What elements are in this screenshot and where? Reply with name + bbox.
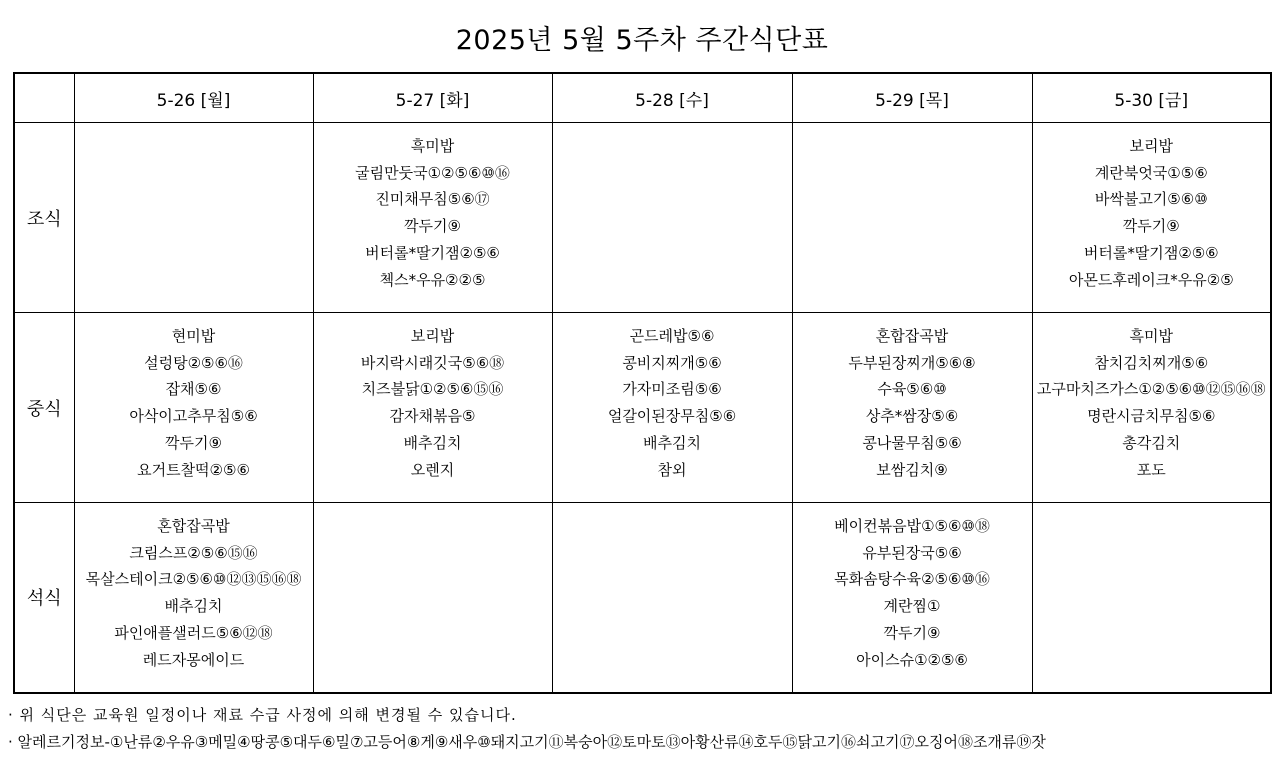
menu-cell xyxy=(313,503,552,693)
menu-item-list xyxy=(793,503,1032,673)
menu-item-list xyxy=(553,313,792,483)
menu-cell xyxy=(74,313,313,503)
menu-item: 설렁탕②⑤⑥⑯ xyxy=(144,353,243,372)
menu-item: 치즈불닭①②⑤⑥⑮⑯ xyxy=(361,380,504,399)
change-notice: · 위 식단은 교육원 일정이나 재료 수급 사정에 의해 변경될 수 있습니다. xyxy=(8,706,517,724)
menu-item-list xyxy=(553,503,792,513)
menu-item: 진미채무침⑤⑥⑰ xyxy=(375,190,490,209)
menu-cell xyxy=(552,313,792,503)
menu-cell xyxy=(1032,123,1271,313)
day-header: 5-29 [목] xyxy=(792,73,1032,123)
menu-item-list xyxy=(793,123,1032,133)
menu-item: 요거트찰떡②⑤⑥ xyxy=(137,460,250,479)
allergy-info: · 알레르기정보-①난류②우유③메밀④땅콩⑤대두⑥밀⑦고등어⑧게⑨새우⑩돼지고기⑪복숭아⑫토마토⑬아황산류⑭호두⑮닭고기⑯쇠고기⑰오징어⑱조개류⑲잣 xyxy=(8,733,1046,751)
menu-item: 수육⑤⑥⑩ xyxy=(877,380,947,399)
menu-item-list xyxy=(1033,313,1271,483)
menu-item: 잡채⑤⑥ xyxy=(165,380,222,399)
menu-cell xyxy=(74,503,313,693)
menu-item: 레드자몽에이드 xyxy=(142,650,245,669)
menu-item-list xyxy=(75,313,313,483)
day-header: 5-26 [월] xyxy=(74,73,313,123)
day-header: 5-30 [금] xyxy=(1032,73,1271,123)
menu-item-list xyxy=(553,123,792,133)
header-row xyxy=(14,73,1271,123)
menu-item: 아삭이고추무침⑤⑥ xyxy=(129,407,258,426)
menu-item: 굴림만둣국①②⑤⑥⑩⑯ xyxy=(355,163,510,182)
dinner-row xyxy=(14,503,1271,693)
menu-item: 보리밥 xyxy=(1129,137,1173,155)
menu-item: 계란북엇국①⑤⑥ xyxy=(1094,163,1208,182)
menu-cell xyxy=(313,123,552,313)
menu-item: 감자채볶음⑤ xyxy=(389,407,476,426)
menu-item: 현미밥 xyxy=(171,327,216,345)
notes xyxy=(8,702,1046,756)
breakfast-row xyxy=(14,123,1271,313)
menu-item: 배추김치 xyxy=(164,597,223,616)
menu-item-list xyxy=(314,313,552,483)
menu-item: 보리밥 xyxy=(410,327,455,345)
menu-item: 두부된장찌개⑤⑥⑧ xyxy=(848,353,976,372)
menu-item: 계란찜① xyxy=(883,597,941,616)
menu-item: 콩비지찌개⑤⑥ xyxy=(622,353,722,372)
menu-item: 깍두기⑨ xyxy=(883,623,941,642)
menu-item: 흑미밥 xyxy=(410,137,455,155)
menu-item: 포도 xyxy=(1136,460,1166,479)
menu-item: 보쌈김치⑨ xyxy=(876,460,948,479)
menu-item: 첵스*우유②②⑤ xyxy=(379,270,486,289)
menu-item: 배추김치 xyxy=(643,433,701,452)
menu-item: 바싹불고기⑤⑥⑩ xyxy=(1094,190,1208,209)
weekly-menu-table xyxy=(13,72,1272,694)
menu-item: 아몬드후레이크*우유②⑤ xyxy=(1068,270,1234,289)
menu-item-list xyxy=(75,123,313,133)
menu-item: 아이스슈①②⑤⑥ xyxy=(856,650,968,669)
menu-item: 버터롤*딸기잼②⑤⑥ xyxy=(1083,243,1219,262)
menu-item-list xyxy=(1033,503,1271,513)
menu-item: 곤드레밥⑤⑥ xyxy=(629,327,715,345)
menu-item: 오렌지 xyxy=(410,460,455,479)
menu-item: 혼합잡곡밥 xyxy=(875,327,949,345)
day-header: 5-28 [수] xyxy=(552,73,792,123)
menu-cell xyxy=(313,313,552,503)
menu-item: 혼합잡곡밥 xyxy=(157,517,230,535)
menu-item-list xyxy=(75,503,313,673)
menu-item: 유부된장국⑤⑥ xyxy=(862,543,962,562)
menu-item: 깍두기⑨ xyxy=(165,433,222,452)
day-header: 5-27 [화] xyxy=(313,73,552,123)
menu-item: 배추김치 xyxy=(403,433,462,452)
menu-item: 명란시금치무침⑤⑥ xyxy=(1087,407,1216,426)
menu-cell xyxy=(1032,503,1271,693)
menu-item: 버터롤*딸기잼②⑤⑥ xyxy=(365,243,500,262)
lunch-row xyxy=(14,313,1271,503)
menu-cell xyxy=(792,313,1032,503)
menu-item: 목화솜탕수육②⑤⑥⑩⑯ xyxy=(834,570,990,589)
menu-item: 얼갈이된장무침⑤⑥ xyxy=(607,407,737,426)
menu-item-list xyxy=(793,313,1032,483)
menu-item: 바지락시래깃국⑤⑥⑱ xyxy=(360,353,505,372)
menu-cell xyxy=(552,123,792,313)
menu-cell xyxy=(792,123,1032,313)
meal-label: 석식 xyxy=(14,503,74,693)
corner-cell xyxy=(14,73,74,123)
page-title: 2025년 5월 5주차 주간식단표 xyxy=(455,25,829,56)
menu-item: 총각김치 xyxy=(1122,433,1181,452)
menu-item: 크림스프②⑤⑥⑮⑯ xyxy=(129,543,258,562)
menu-item: 목살스테이크②⑤⑥⑩⑫⑬⑮⑯⑱ xyxy=(85,570,302,589)
menu-item: 참치김치찌개⑤⑥ xyxy=(1094,353,1209,372)
menu-item: 참외 xyxy=(657,460,687,479)
menu-item-list xyxy=(314,503,552,513)
menu-item-list xyxy=(1033,123,1271,293)
meal-label: 조식 xyxy=(14,123,74,313)
meal-label: 중식 xyxy=(14,313,74,503)
menu-item: 베이컨볶음밥①⑤⑥⑩⑱ xyxy=(834,517,990,535)
menu-item: 상추*쌈장⑤⑥ xyxy=(865,407,959,426)
menu-item-list xyxy=(314,123,552,293)
menu-item: 흑미밥 xyxy=(1129,327,1173,345)
menu-item: 깍두기⑨ xyxy=(1122,217,1180,236)
menu-item: 고구마치즈가스①②⑤⑥⑩⑫⑮⑯⑱ xyxy=(1036,380,1266,399)
menu-cell xyxy=(1032,313,1271,503)
menu-cell xyxy=(74,123,313,313)
menu-item: 깍두기⑨ xyxy=(404,217,461,236)
menu-cell xyxy=(792,503,1032,693)
menu-item: 파인애플샐러드⑤⑥⑫⑱ xyxy=(114,623,273,642)
menu-item: 가자미조림⑤⑥ xyxy=(622,380,722,399)
menu-item: 콩나물무침⑤⑥ xyxy=(862,433,962,452)
menu-cell xyxy=(552,503,792,693)
